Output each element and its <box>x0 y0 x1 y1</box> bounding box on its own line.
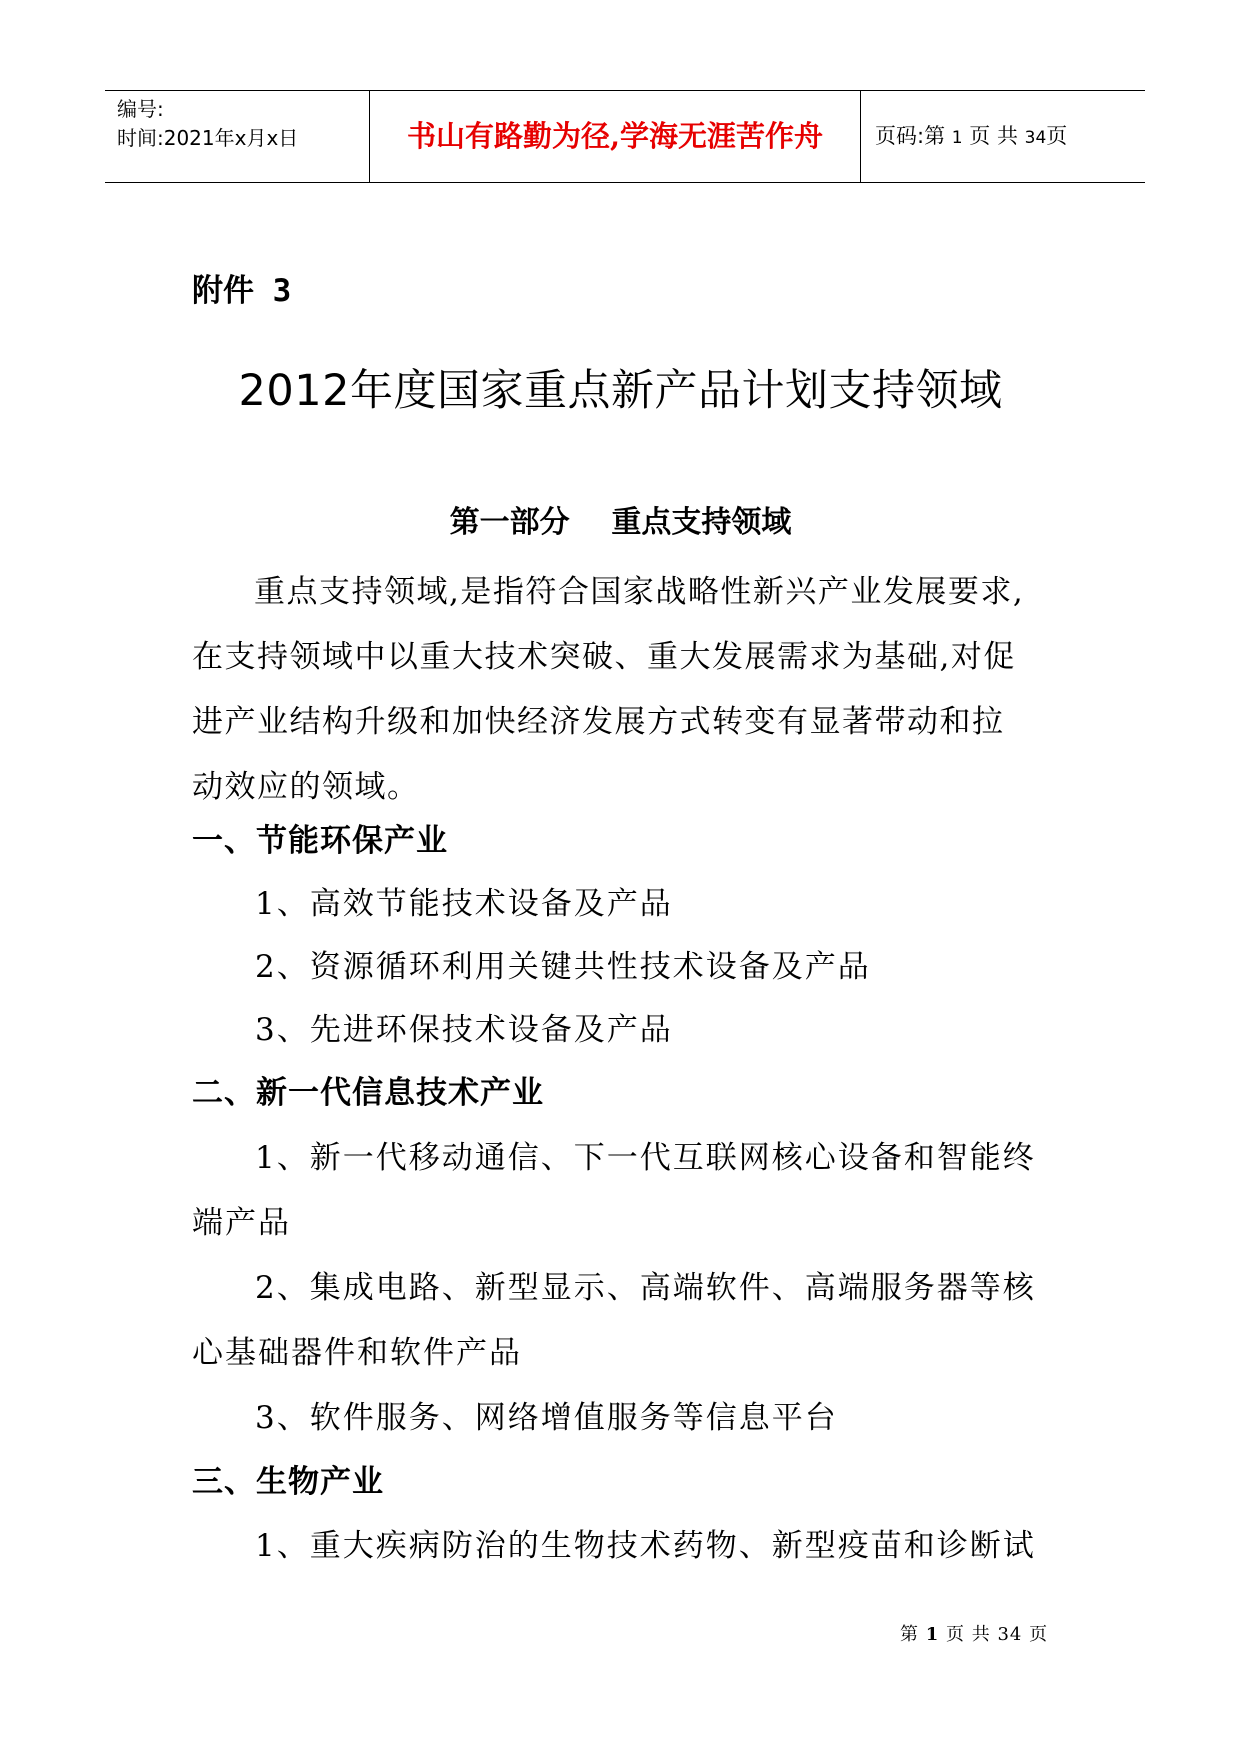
footer-total: 34 <box>997 1624 1023 1645</box>
header-divider <box>369 91 370 182</box>
document-title: 2012年度国家重点新产品计划支持领域 <box>238 366 1003 416</box>
section-heading: 三、生物产业 <box>192 1464 384 1500</box>
intro-line: 重点支持领域,是指符合国家战略性新兴产业发展要求, <box>254 574 1025 610</box>
page-mid: 页 共 <box>969 124 1018 148</box>
header-motto: 书山有路勤为径,学海无涯苦作舟 <box>406 119 824 153</box>
footer-suffix: 页 <box>1029 1624 1049 1645</box>
section-heading: 一、节能环保产业 <box>192 823 448 859</box>
header-page-number <box>875 91 1067 181</box>
footer-current: 1 <box>925 1624 940 1645</box>
list-item: 2、集成电路、新型显示、高端软件、高端服务器等核 <box>255 1270 1036 1306</box>
intro-paragraph <box>192 560 1058 820</box>
footer-prefix: 第 <box>900 1624 919 1645</box>
page-current: 1 <box>951 128 963 148</box>
header-meta <box>117 95 367 153</box>
header-divider <box>860 91 861 182</box>
intro-line: 在支持领域中以重大技术突破、重大发展需求为基础,对促 <box>192 639 1016 675</box>
intro-line: 进产业结构升级和加快经济发展方式转变有显著带动和拉 <box>192 704 1005 740</box>
document-time-label: 时间:2021年x月x日 <box>117 126 299 150</box>
page-total: 34 <box>1024 128 1047 148</box>
list-item-continuation: 端产品 <box>192 1205 291 1241</box>
footer-mid: 页 共 <box>946 1624 991 1645</box>
page-header <box>105 90 1145 183</box>
list-item-continuation: 心基础器件和软件产品 <box>192 1335 522 1371</box>
page-footer <box>900 1620 1048 1646</box>
list-item: 1、新一代移动通信、下一代互联网核心设备和智能终 <box>255 1140 1036 1176</box>
page-prefix: 页码:第 <box>875 124 946 148</box>
list-item: 3、软件服务、网络增值服务等信息平台 <box>255 1400 838 1436</box>
page-suffix: 页 <box>1046 124 1068 148</box>
list-item: 1、重大疾病防治的生物技术药物、新型疫苗和诊断试 <box>255 1528 1036 1564</box>
annex-label: 附件 3 <box>192 273 292 309</box>
list-item: 3、先进环保技术设备及产品 <box>255 1012 673 1048</box>
list-item: 2、资源循环利用关键共性技术设备及产品 <box>255 949 871 985</box>
intro-line: 动效应的领域。 <box>192 769 420 805</box>
document-number-label: 编号: <box>117 97 164 121</box>
part-title: 第一部分 重点支持领域 <box>449 505 792 540</box>
section-heading: 二、新一代信息技术产业 <box>192 1075 544 1111</box>
list-item: 1、高效节能技术设备及产品 <box>255 886 673 922</box>
